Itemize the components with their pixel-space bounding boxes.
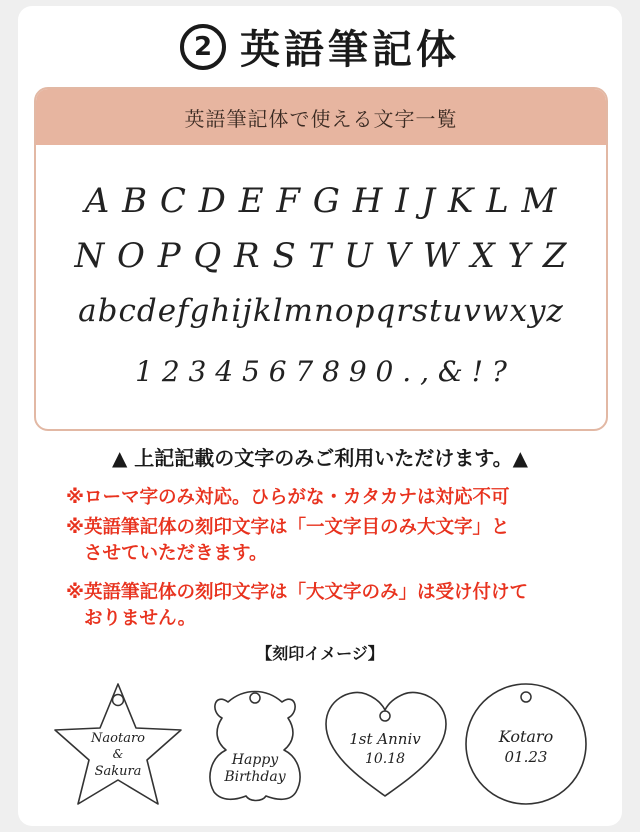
- star-tag: [55, 684, 181, 804]
- uppercase-line-2: N O P Q R S T U V W X Y Z: [74, 236, 568, 276]
- section-title-text: 英語筆記体: [240, 27, 460, 73]
- star-tag-line-2: &: [112, 747, 124, 761]
- digits-symbols-line: 1 2 3 4 5 6 7 8 9 0 . , & ! ?: [135, 355, 507, 388]
- engraving-samples: [0, 670, 640, 820]
- heart-tag-line-1: 1st Anniv: [349, 730, 421, 748]
- engraving-image-label: 【刻印イメージ】: [256, 644, 384, 663]
- warning-romaji-only: ※ローマ字のみ対応。ひらがな・カタカナは対応不可: [66, 487, 510, 508]
- warning-no-all-caps-line1: ※英語筆記体の刻印文字は「大文字のみ」は受け付けて: [66, 582, 528, 603]
- lowercase-line: abcdefghijklmnopqrstuvwxyz: [78, 293, 564, 329]
- bear-tag-line-2: Birthday: [224, 769, 286, 785]
- circle-tag: [466, 684, 586, 804]
- warning-first-capital-line2: させていただきます。: [84, 543, 268, 564]
- bear-tag: [210, 692, 300, 801]
- warning-first-capital-line1: ※英語筆記体の刻印文字は「一文字目のみ大文字」と: [66, 517, 510, 538]
- circle-tag-line-2: 01.23: [504, 748, 548, 766]
- uppercase-line-1: A B C D E F G H I J K L M: [84, 181, 558, 221]
- allowed-chars-notice: ▲ 上記記載の文字のみご利用いただけます。▲: [111, 446, 529, 470]
- star-tag-line-3: Sakura: [94, 764, 142, 779]
- circle-tag-line-1: Kotaro: [498, 727, 554, 746]
- charset-box-heading: 英語筆記体で使える文字一覧: [36, 89, 606, 145]
- star-tag-line-1: Naotaro: [91, 731, 145, 746]
- bear-tag-line-1: Happy: [231, 752, 279, 768]
- charset-box: [34, 87, 608, 431]
- heart-tag-line-2: 10.18: [364, 751, 406, 767]
- section-number-badge: 2: [180, 24, 226, 70]
- section-title: [0, 18, 640, 75]
- warning-no-all-caps-line2: おりません。: [84, 608, 197, 629]
- heart-tag: [326, 692, 446, 796]
